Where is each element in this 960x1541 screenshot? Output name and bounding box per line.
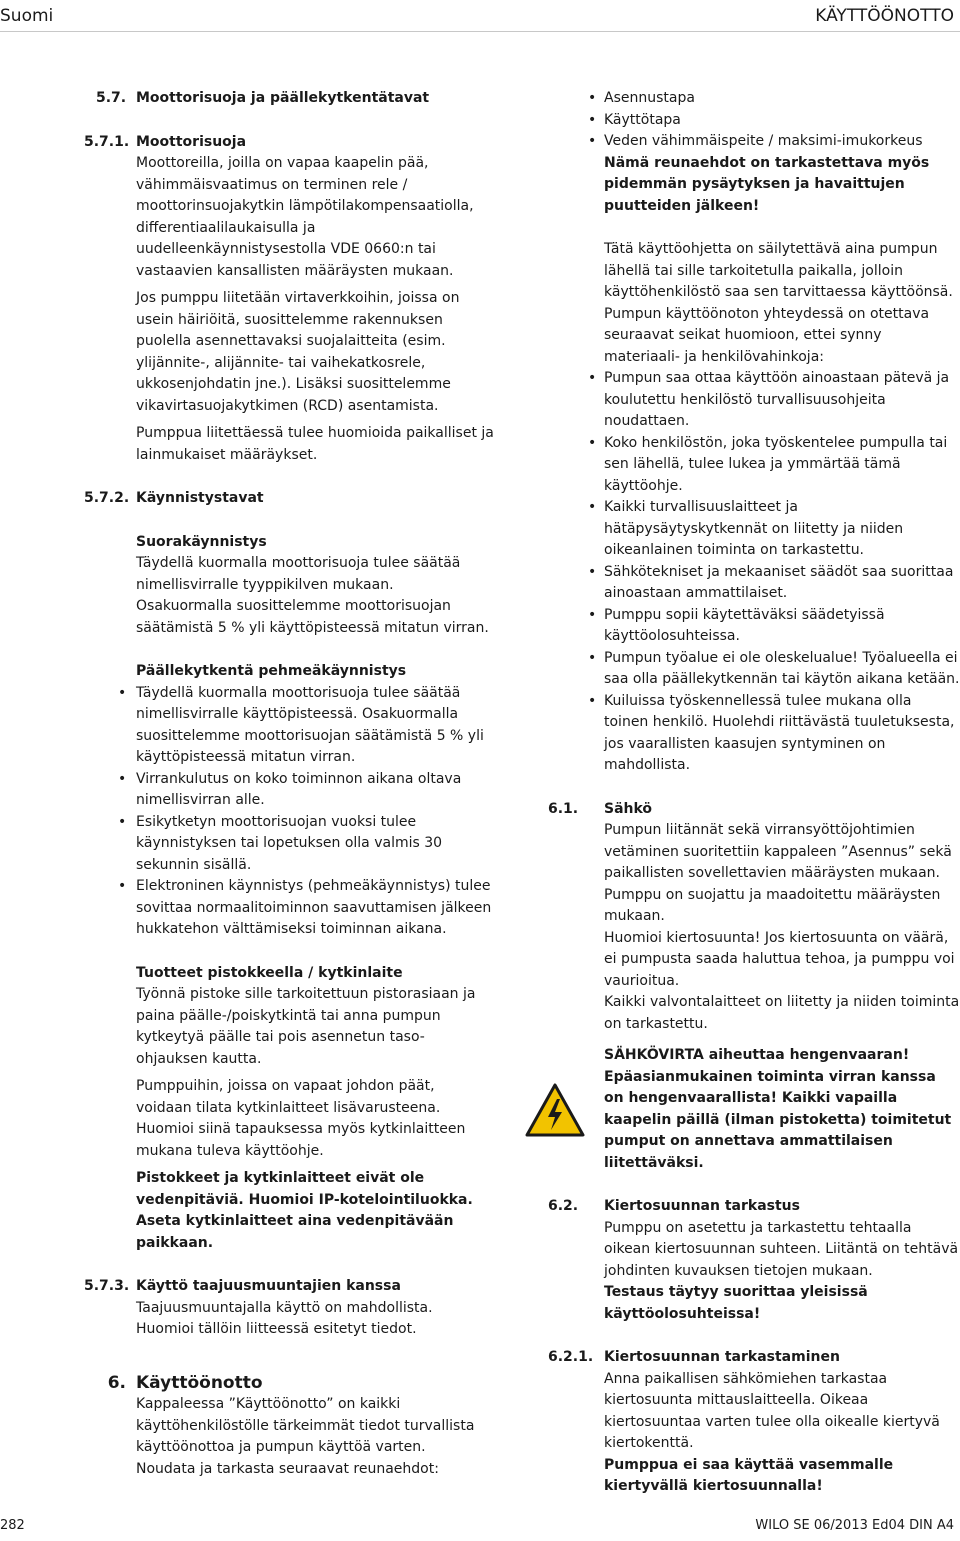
document-id: WILO SE 06/2013 Ed04 DIN A4 — [755, 1518, 954, 1533]
section-number: 6.2.1. — [548, 1349, 594, 1365]
page-number: 282 — [0, 1518, 25, 1533]
paragraph: Huomioi kiertosuunta! Jos kiertosuunta on väärä, ei pumpusta saada haluttua tehoa, ja pumppu voi vaurioitua. — [604, 929, 955, 989]
paragraph: Pumppua liitettäessä tulee huomioida paikalliset ja lainmukaiset määräykset. — [136, 425, 494, 463]
paragraph: Täydellä kuormalla moottorisuoja tulee säätää nimellisvirralle tyyppikilven mukaan. Osakuormalla suosittelemme moottorisuojan säätämistä 5 % yli käyttöpisteessä mitatun virran. — [136, 555, 489, 636]
section-5-7-3 — [84, 1276, 494, 1298]
subheading: Tuotteet pistokkeella / kytkinlaite — [136, 964, 403, 981]
warning-box — [524, 1045, 960, 1174]
section-6-2-1 — [548, 1347, 960, 1369]
section-number: 6.1. — [548, 800, 579, 817]
list-item: • Pumpun työalue ei ole oleskelualue! Työalueella ei saa olla päällekytkennän tai käytön aikana ketään. — [588, 649, 960, 687]
subheading: Suorakäynnistys — [136, 533, 267, 550]
paragraph: Pumpun liitännät sekä virransyöttöjohtimien vetäminen suoritettiin kappaleen ”Asennus” sekä paikallisten sovellettavien määräysten mukaan. — [604, 822, 952, 881]
paragraph: Kappaleessa ”Käyttöönotto” on kaikki käyttöhenkilöstölle tärkeimmät tiedot turvallista käyttöönottoa ja pumpun käyttöä varten. — [136, 1396, 475, 1455]
paragraph: Anna paikallisen sähkömiehen tarkastaa kiertosuunta mittauslaitteella. Oikeaa kiertosuuntaa varten tulee olla oikealle kiertyvä kiertokenttä. — [604, 1370, 940, 1451]
section-6-1 — [548, 799, 960, 821]
section-number: 5.7.2. — [84, 490, 130, 506]
list-item: • Elektroninen käynnistys (pehmeäkäynnistys) tulee sovittaa normaalitoiminnon saavuttamisen jälkeen hukkatehon välttämiseksi toiminnan aikana. — [118, 878, 492, 937]
section-title: Kiertosuunnan tarkastaminen — [604, 1349, 840, 1365]
bullet-list — [548, 368, 960, 777]
bullet-list — [548, 88, 960, 153]
list-item: • Täydellä kuormalla moottorisuoja tulee säätää nimellisvirralle käyttöpisteessä. Osakuormalla suosittelemme moottorisuojan säätämistä 5 % yli käyttöpisteessä mitatun virran. — [118, 684, 484, 765]
section-number: 5.7.3. — [84, 1278, 130, 1294]
list-item: • Sähkötekniset ja mekaaniset säädöt saa suorittaa ainoastaan ammattilaiset. — [588, 563, 954, 601]
list-item: • Kaikki turvallisuuslaitteet ja hätäpysäytyskytkennät on liitetty ja niiden oikeanlainen toiminta on tarkastettu. — [588, 499, 904, 558]
list-item: • Koko henkilöstön, joka työskentelee pumpulla tai sen lähellä, tulee lukea ja ymmärtää tämä käyttöohje. — [588, 434, 948, 494]
paragraph-bold: Testaus täytyy suorittaa yleisissä käyttöolosuhteissa! — [604, 1284, 868, 1322]
list-item: • Virrankulutus on koko toiminnon aikana oltava nimellisvirran alle. — [118, 770, 462, 808]
left-column — [84, 88, 494, 1480]
section-title: Käynnistystavat — [136, 490, 264, 506]
section-title: Sähkö — [604, 800, 653, 817]
right-column — [548, 88, 960, 1498]
section-5-7 — [96, 88, 494, 110]
list-item: • Veden vähimmäispeite / maksimi-imukorkeus — [588, 133, 923, 149]
section-title: Moottorisuoja — [136, 133, 247, 150]
list-item: • Esikytketyn moottorisuojan vuoksi tulee käynnistyksen tai lopetuksen olla valmis 30 sekunnin sisällä. — [118, 813, 443, 873]
electrical-hazard-warning-icon — [524, 1082, 586, 1138]
section-5-7-2 — [84, 488, 494, 510]
paragraph: Pumppu on suojattu ja maadoitettu määräysten mukaan. — [604, 886, 941, 924]
chapter-6-heading — [84, 1373, 494, 1395]
section-title: Käyttöönotto — [136, 1372, 263, 1393]
paragraph-bold: Nämä reunaehdot on tarkastettava myös pidemmän pysäytyksen ja havaittujen puutteiden jälkeen! — [604, 154, 930, 214]
list-item: • Asennustapa — [588, 90, 695, 106]
section-6-2 — [548, 1196, 960, 1218]
bullet-list — [84, 683, 494, 941]
header-language: Suomi — [0, 6, 54, 26]
subheading: Päällekytkentä pehmeäkäynnistys — [136, 663, 407, 679]
paragraph: Pumppuihin, joissa on vapaat johdon päät, voidaan tilata kytkinlaitteet lisävarusteena. Huomioi siinä tapauksessa myös kytkinlaitteen mukana tuleva käyttöohje. — [136, 1078, 466, 1159]
list-item: • Pumpun saa ottaa käyttöön ainoastaan pätevä ja koulutettu henkilöstö turvallisuusohjeita noudattaen. — [588, 370, 950, 429]
header-section-title: KÄYTTÖÖNOTTO — [815, 6, 954, 26]
paragraph: Jos pumppu liitetään virtaverkkoihin, joissa on usein häiriöitä, suosittelemme rakennuksen puolella asennettavaksi suojalaitteita (esim. ylijännite-, alijännite- tai vaihekatkosrele, ukkosenjohdatin jne.). Lisäksi suosittelemme vikavirtasuojakytkimen (RCD) asentamista. — [136, 290, 460, 414]
paragraph: Kaikki valvontalaitteet on liitetty ja niiden toiminta on tarkastettu. — [604, 994, 960, 1032]
paragraph: Taajuusmuuntajalla käyttö on mahdollista. Huomioi tällöin liitteessä esitetyt tiedot. — [136, 1299, 433, 1337]
header-rule — [0, 31, 960, 32]
list-item: • Kuiluissa työskennellessä tulee mukana olla toinen henkilö. Huolehdi riittävästä tuuletuksesta, jos vaarallisten kaasujen syntyminen on mahdollista. — [588, 692, 955, 773]
section-title: Kiertosuunnan tarkastus — [604, 1198, 800, 1214]
paragraph: Pumpun käyttöönoton yhteydessä on otettava seuraavat seikat huomioon, ettei synny materiaali- ja henkilövahinkoja: — [604, 305, 930, 365]
section-number: 5.7.1. — [84, 133, 130, 150]
paragraph-bold: Pumppua ei saa käyttää vasemmalle kiertyvällä kiertosuunnalla! — [604, 1456, 894, 1494]
paragraph: Pumppu on asetettu ja tarkastettu tehtaalla oikean kiertosuunnan suhteen. Liitäntä on tehtävä johdinten kuvauksen tietojen mukaan. — [604, 1219, 959, 1279]
list-item: • Käyttötapa — [588, 111, 681, 128]
paragraph: Tätä käyttöohjetta on säilytettävä aina pumpun lähellä tai sille tarkoitetulla paikalla, jolloin käyttöhenkilöstö saa sen tarvittaessa käyttöönsä. — [604, 241, 953, 300]
section-number: 5.7. — [96, 90, 127, 106]
paragraph: Noudata ja tarkasta seuraavat reunaehdot: — [136, 1460, 439, 1477]
paragraph-bold: Pistokkeet ja kytkinlaitteet eivät ole vedenpitäviä. Huomioi IP-kotelointiluokka. Aseta kytkinlaitteet aina vedenpitävään paikkaan. — [136, 1170, 473, 1251]
section-5-7-1 — [84, 132, 494, 154]
paragraph: Työnnä pistoke sille tarkoitettuun pistorasiaan ja paina päälle-/poiskytkintä tai anna pumpun kytkeytyä päälle tai pois asennetun taso-ohjauksen kautta. — [136, 986, 476, 1067]
section-number: 6. — [107, 1372, 126, 1393]
section-title: Käyttö taajuusmuuntajien kanssa — [136, 1278, 401, 1294]
paragraph: Moottoreilla, joilla on vapaa kaapelin pää, vähimmäisvaatimus on terminen rele / moottorinsuojakytkin lämpötilakompensaatiolla, differentiaalilaukaisulla ja uudelleenkäynnistysestolla VDE 0660:n tai vastaavien kansallisten määräysten mukaan. — [136, 155, 474, 279]
warning-text: SÄHKÖVIRTA aiheuttaa hengenvaaran! Epäasianmukainen toiminta virran kanssa on hengenvaarallista! Kaikki vapailla kaapelin päillä (ilman pistoketta) toimitetut pumput on annettava ammattilaisen liitettäväksi. — [604, 1047, 952, 1171]
list-item: • Pumppu sopii käytettäväksi säädetyissä käyttöolosuhteissa. — [588, 606, 885, 644]
section-title: Moottorisuoja ja päällekytkentätavat — [136, 90, 430, 106]
section-number: 6.2. — [548, 1198, 579, 1214]
